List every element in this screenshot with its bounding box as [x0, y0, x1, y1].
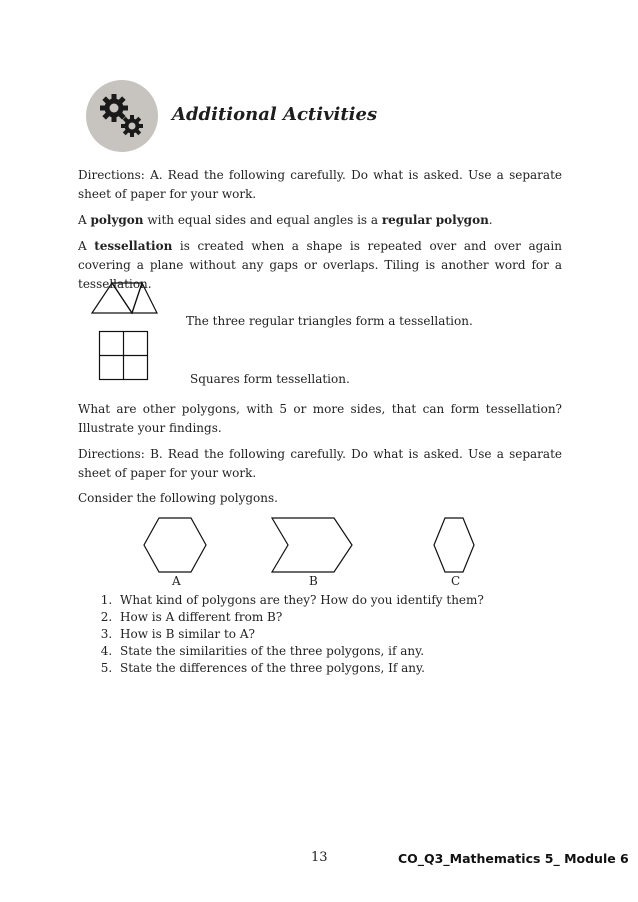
triangle-tessellation-figure	[90, 280, 160, 316]
questions-list	[96, 592, 576, 677]
text-fragment: A	[78, 213, 91, 227]
page-number: 13	[311, 850, 328, 865]
polygon-label-b: B	[309, 574, 318, 588]
term-tessellation: tessellation	[94, 239, 173, 253]
consider-text: Consider the following polygons.	[78, 491, 278, 505]
square-tessellation-figure	[98, 330, 150, 382]
module-code: CO_Q3_Mathematics 5_ Module 6	[398, 851, 629, 866]
polygon-definition	[78, 211, 562, 230]
list-item: 5. State the differences of the three polygons, If any.	[116, 660, 576, 677]
squares-caption: Squares form tessellation.	[190, 372, 350, 386]
text-fragment: with equal sides and equal angles is a	[143, 213, 382, 227]
gears-icon	[94, 88, 150, 144]
polygon-label-a: A	[172, 574, 181, 588]
question-a: What are other polygons, with 5 or more sides, that can form tessellation? Illustrate your findings.	[78, 402, 562, 435]
text-fragment: is created when a shape is repeated over and over again covering a plane without any gaps or overlaps. Tiling is another word for a tessellation.	[78, 239, 562, 291]
list-item: 1. What kind of polygons are they? How do you identify them?	[116, 592, 576, 609]
directions-b: Directions: B. Read the following carefully. Do what is asked. Use a separate sheet of paper for your work.	[78, 447, 562, 480]
term-polygon: polygon	[90, 213, 144, 227]
list-item: 4. State the similarities of the three polygons, if any.	[116, 643, 576, 660]
directions-a: Directions: A. Read the following carefully. Do what is asked. Use a separate sheet of paper for your work.	[78, 168, 562, 201]
chevron-hexagon-b-figure	[268, 514, 356, 574]
polygon-label-c: C	[451, 574, 461, 588]
list-item: 3. How is B similar to A?	[116, 626, 576, 643]
list-item: 2. How is A different from B?	[116, 609, 576, 626]
hexagon-a-figure	[140, 514, 210, 574]
page-title: Additional Activities	[172, 104, 378, 125]
hexagon-c-figure	[430, 514, 478, 576]
text-fragment: A	[78, 239, 95, 253]
text-fragment: .	[488, 213, 493, 227]
term-regular-polygon: regular polygon	[381, 213, 489, 227]
triangles-caption: The three regular triangles form a tessellation.	[186, 314, 473, 328]
